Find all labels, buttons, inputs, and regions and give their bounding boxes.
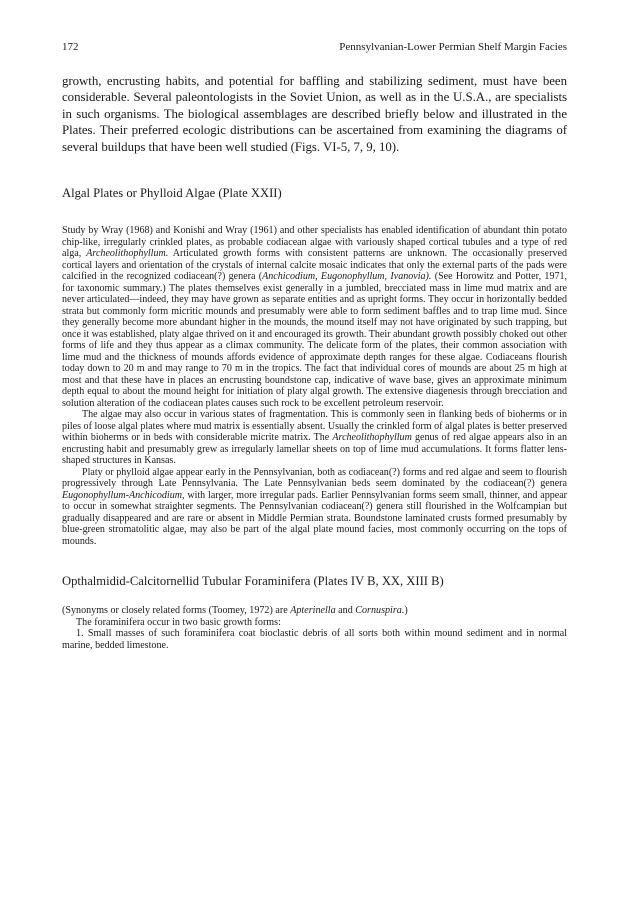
- text-run: The algae may also occur in various states of fragmentation. This is commonly seen in flanking beds of bioherms or in piles of loose algal plates where mud matrix is essentially absent. Usually the crinkled form of algal plates is better preserved within bioherms or in beds with considerable micrite matrix. The: [62, 409, 567, 444]
- text-run: (See Horowitz and Potter, 1971, for taxonomic summary.) The plates themselves exist generally in a jumbled, brecciated mass in lime mud matrix and are never articulated—indeed, they may have grown as separate entities and as upright forms. They occur in horizontally bedded strata but commonly form micritic mounds and presumably were able to form sediment baffles and to trap lime mud. Since they generally become more abundant higher in the mounds, the mound itself may not have originated by such trapping, but once it was established, platy algae thrived on it and encouraged its growth. Their abundant growth possibly choked out other forms of life and they thus appear as a climax community. The delicate form of the plates, their common association with lime mud and the thickness of mounds affords evidence of approximate depth ranges for these algae. Codiaceans flourish today down to 20 m and may range to 70 m in the tropics. The fact that individual cores of mounds are about 25 m high at most and that these have in places an encrusting boundstone cap, indicative of wave base, gives an approximate minimum depth equal to about the mound height for initiation of platy algal growth. The extensive diagenesis through brecciation and solution alteration of the codiacean plates causes such rock to be excellent petroleum reservoir.: [62, 271, 568, 409]
- text-run: ): [404, 605, 408, 617]
- text-run: Study by Wray (1968) and Konishi and Wray (1961) and other specialists has enabled identification of abundant thin potato chip-like, irregularly crinkled plates, as probable codiacean algae with variously shaped cortical tubules and a type of red alga,: [62, 225, 567, 260]
- text-run: Platy or phylloid algae appear early in the Pennsylvanian, both as codiacean(?) forms and red algae and seem to flourish progressively through Late Pennsylvania. The Late Pennsylvanian beds seem dominated by the codiacean(?) genera: [62, 466, 567, 490]
- taxon-name: Anchicodium, Eugonophyllum, Ivanovia).: [262, 271, 432, 283]
- page: [62, 40, 567, 651]
- section-heading-algal-plates: Algal Plates or Phylloid Algae (Plate XXII): [62, 186, 282, 201]
- text-run: genus of red algae appears also in an encrusting habit and presumably grew as irregularly lamellar sheets on top of lime mud accumulations. It forms flatter lens-shaped structures in Kansas.: [62, 432, 567, 467]
- taxon-name: Apterinella: [290, 605, 336, 617]
- intro-paragraph: growth, encrusting habits, and potential for baffling and stabilizing sediment, must have been considerable. Several paleontologists in the Soviet Union, as well as in the U.S.A., are specialists in such organisms. The biological assemblages are described briefly below and illustrated in the Plates. Their preferred ecologic distributions can be ascertained from examining the diagrams of several buildups that have been well studied (Figs. VI-5, 7, 9, 10).: [62, 74, 567, 154]
- running-title: Pennsylvanian-Lower Permian Shelf Margin Facies: [339, 41, 567, 53]
- section-algal-plates-body: [62, 225, 567, 547]
- taxon-name: Archeolithophyllum: [332, 432, 412, 444]
- list-item: 1. Small masses of such foraminifera coat bioclastic debris of all sorts both within mound sediment and in normal marine, bedded limestone.: [62, 628, 567, 651]
- running-head: [62, 40, 567, 54]
- body-paragraph: The foraminifera occur in two basic growth forms:: [76, 616, 281, 628]
- section-foraminifera-body: [62, 605, 567, 651]
- taxon-name: Cornuspira.: [355, 605, 405, 617]
- body-paragraph: [62, 409, 567, 467]
- taxon-name: Archeolithophyllum.: [86, 248, 169, 260]
- taxon-name: Eugonophyllum-Anchicodium,: [62, 489, 185, 501]
- body-paragraph: [62, 225, 567, 409]
- page-number: 172: [62, 41, 79, 53]
- section-heading-foraminifera: Opthalmidid-Calcitornellid Tubular Foraminifera (Plates IV B, XX, XIII B): [62, 574, 444, 589]
- body-paragraph: [62, 467, 567, 548]
- synonyms-paragraph: [62, 605, 567, 617]
- text-run: (Synonyms or closely related forms (Toomey, 1972) are: [62, 605, 291, 617]
- intro-block: [62, 73, 567, 155]
- text-run: with larger, more irregular pads. Earlier Pennsylvanian forms seem small, thinner, and appear to occur in somewhat straighter segments. The Pennsylvanian codiacean(?) genera still flourished in the Wolfcampian but gradually disappeared and are rare or absent in Middle Permian strata. Boundstone laminated crusts formed presumably by blue-green stromatolitic algae, may also be part of the algal plate mound facies, most commonly occurring on the tops of mounds.: [62, 489, 567, 547]
- text-run: and: [335, 605, 356, 617]
- text-run: Articulated growth forms with consistent patterns are unknown. The occasionally preserved cortical layers and orientation of the crystals of internal calcite mosaic indicates that only the external parts of the pads were calcified in the recognized codiacean(?) genera (: [62, 248, 567, 283]
